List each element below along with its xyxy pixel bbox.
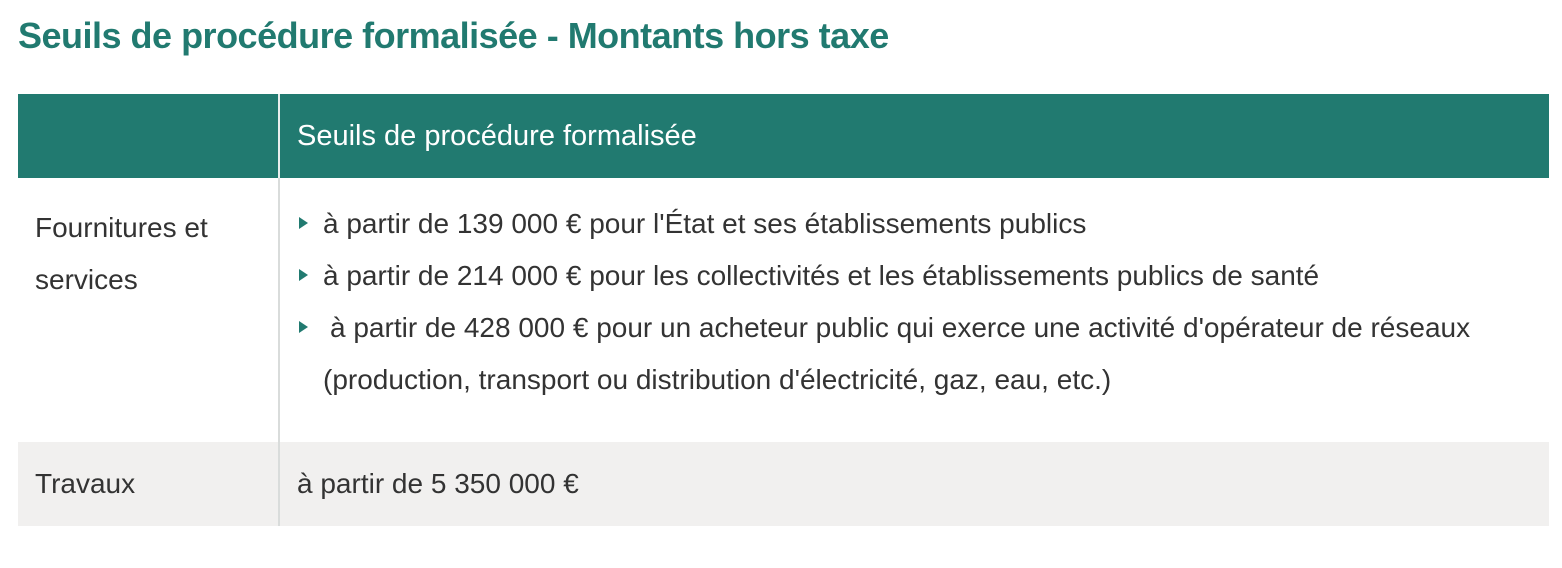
list-item-text: à partir de 139 000 € pour l'État et ses établissements publics [323, 208, 1087, 239]
thresholds-table [18, 94, 1549, 526]
triangle-right-icon [299, 321, 308, 333]
table-row [18, 178, 1549, 442]
list-item-text: à partir de 428 000 € pour un acheteur public qui exerce une activité d'opérateur de réseaux [330, 312, 1471, 343]
table-row [18, 442, 1549, 526]
triangle-right-icon [299, 217, 308, 229]
table-header-row [18, 94, 1549, 178]
row-value-travaux: à partir de 5 350 000 € [297, 468, 579, 499]
row-label-travaux: Travaux [18, 442, 280, 526]
list-item [297, 250, 1531, 302]
row-value-fournitures [280, 178, 1549, 442]
header-cell-empty [18, 94, 280, 178]
list-item-text: à partir de 214 000 € pour les collectivités et les établissements publics de santé [323, 260, 1320, 291]
header-cell-thresholds: Seuils de procédure formalisée [297, 120, 697, 152]
list-item-text-continued: (production, transport ou distribution d'électricité, gaz, eau, etc.) [323, 364, 1112, 395]
row-label-fournitures: Fournitures et services [18, 178, 280, 442]
threshold-list [297, 198, 1531, 406]
page-title: Seuils de procédure formalisée - Montants hors taxe [18, 15, 889, 56]
list-item [297, 302, 1531, 406]
list-item [297, 198, 1531, 250]
triangle-right-icon [299, 269, 308, 281]
